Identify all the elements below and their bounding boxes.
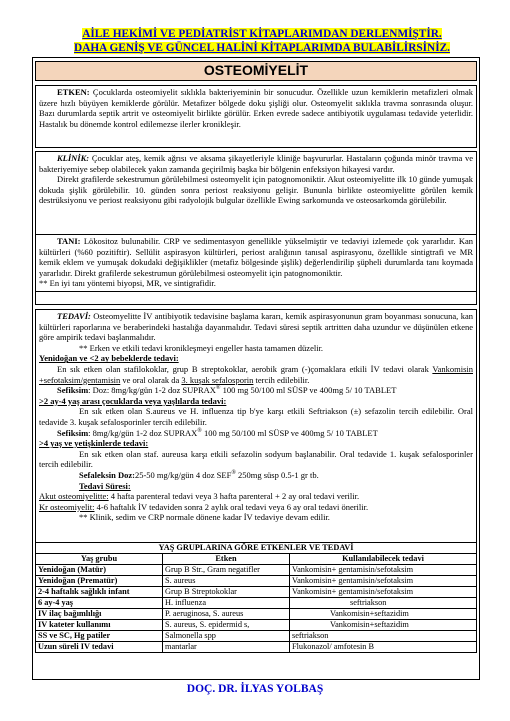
tedavi-newborn-text-2: ve oral olarak da [120, 374, 182, 385]
tedavi-text-1: Osteomyelitte İV antibiyotik tedavisine başlama kararı, kemik aspirasyonunun gram boyanması sonucuna, kan kültürleri raporlarına ve beraberindeki hastalığa dayanmalıdır. Tedavi süresi septik artritten daha uzundur ve düşünülen etkene göre ampirik tedavi başlanmalıdır. [39, 311, 473, 343]
page-title: OSTEOMİYELİT [35, 61, 477, 81]
table-cell: Flukonazol/ amfotesin B [290, 642, 477, 653]
sefiksim-label-1: Sefiksim [57, 385, 89, 396]
banner-line-1: AİLE HEKİMİ VE PEDİATRİST KİTAPLARIMDAN DERLENMİŞTİR. [82, 28, 442, 40]
table-cell: Uzun süreli IV tedavi [36, 642, 163, 653]
sefiksim-form-1: 100 mg 50/100 ml SÜSP ve 400mg 5/ 10 TABLET [220, 385, 397, 396]
registered-mark: ® [215, 385, 221, 392]
table-row [36, 565, 477, 576]
registered-mark: ® [231, 470, 236, 477]
table-cell: Vankomisin+ gentamisin/sefotaksim [290, 587, 477, 598]
table-cell: SS ve SC, Hg patiler [36, 631, 163, 642]
table-cell: mantarlar [163, 642, 290, 653]
table-cell: seftriakson [290, 598, 477, 609]
table-cell: Yenidoğan (Matür) [36, 565, 163, 576]
table-row [36, 598, 477, 609]
table-caption: YAŞ GRUPLARINA GÖRE ETKENLER VE TEDAVİ [36, 543, 477, 554]
table-row [36, 642, 477, 653]
tedavi-note-2: ** Klinik, sedim ve CRP normale dönene kadar İV tedaviye devam edilir. [79, 512, 330, 523]
section-etken [35, 85, 477, 148]
tedavi-adult-text: En sık etken olan staf. aureusa karşı etkili sefazolin sodyum başlanabilir. Oral tedavide 1. kuşak sefalosporinler tercih edilebilir. [39, 448, 473, 470]
table-header: Kullanılabilecek tedavi [290, 554, 477, 565]
table-row [36, 587, 477, 598]
tedavi-note-1: ** Erken ve etkili tedavi kronikleşmeyi engeller hasta tamamen düzelir. [79, 342, 324, 353]
table-cell: 2-4 haftalık sağlıklı infant [36, 587, 163, 598]
acute-label: Akut osteomiyelitte: [39, 491, 109, 502]
banner-line-2: DAHA GENİŞ VE GÜNCEL HALİNİ KİTAPLARIMDA BULABİLİRSİNİZ. [74, 42, 450, 54]
header-banner [50, 27, 474, 55]
acute-text: 4 hafta parenteral tedavi veya 3 hafta parenteral + 2 ay oral tedavi verilir. [108, 491, 360, 502]
table-cell: Grup B Streptokoklar [163, 587, 290, 598]
content-frame [32, 57, 480, 680]
table-cell: S. aureus, S. epidermid s, [163, 620, 290, 631]
table-cell: Grup B Str., Gram negatifler [163, 565, 290, 576]
etken-label: ETKEN: [57, 87, 90, 97]
table-cell: P. aeruginosa, S. aureus [163, 609, 290, 620]
registered-mark: ® [197, 427, 202, 434]
tedavi-2m-4y-text: En sık etken olan S.aureus ve H. influenza tip b'ye karşı etkili Seftriakson (±) sefazolin tercih edilebilir. Oral tedavide 3. kuşak sefalosporinler tercih edilebilir. [39, 406, 473, 427]
table-row [36, 576, 477, 587]
table-cell: Yenidoğan (Prematür) [36, 576, 163, 587]
klinik-text-1: Çocuklar ateş, kemik ağrısı ve aksama şikayetleriyle kliniğe başvururlar. Hastaların çoğunda minör travma ve bakteriyemiye sebep olabilecek yakın zamanda geçirilmiş başka bir bölgenin enfeksiyon hikayesi vardır. [39, 153, 473, 174]
chronic-label: Kr osteomiyelit: [39, 501, 95, 512]
sefiksim-label-2: Sefiksim [57, 427, 89, 438]
sefiksim-form-2: 100 mg 50/100 ml SÜSP ve 400mg 5/ 10 TABLET [201, 427, 378, 438]
table-row [36, 631, 477, 642]
tedavi-heading-newborn: Yenidoğan ve <2 ay bebeklerde tedavi: [39, 353, 179, 364]
table-header: Yaş grubu [36, 554, 163, 565]
table-cell: Vankomisin+ gentamisin/sefotaksim [290, 576, 477, 587]
sefiksim-dose-2: : 8mg/kg/gün 1-2 doz SUPRAX [88, 427, 198, 438]
tedavi-newborn-text-3: tercih edilebilir. [253, 374, 310, 385]
tedavi-newborn-drug: Vankomisin +sefotaksim/gentamisin [39, 363, 473, 385]
table-cell: Vankomisin+ gentamisin/sefotaksim [290, 565, 477, 576]
table-cell: seftriakson [290, 631, 477, 642]
chronic-text: 4-6 haftalık İV tedaviden sonra 2 aylık oral tedavi veya 6 ay oral tedavi önerilir. [94, 501, 369, 512]
klinik-text-2: Direkt grafilerde sekestrumun görülebilmesi osteomyelit için patognomoniktir. Akut osteomiyelitte ilk 10 günde yumuşak dokuda şişlik görülebilir. 10. günden sonra periost reaksiyonu gelişir. Bununla birlikte osteomiyelitte görülen kemik destrüksiyonu ve periost reaksiyonu gibi radyolojik bulgular özellikle Ewing sarkomunda ve osteosarkomda görülebilir. [39, 174, 473, 206]
table-cell: H. influenza [163, 598, 290, 609]
age-group-table [35, 542, 477, 653]
tedavi-heading-adult: >4 yaş ve yetişkinlerde tedavi: [39, 438, 149, 449]
sefaleksin-form: 250mg süsp 0.5-1 gr tb. [235, 469, 319, 480]
sefaleksin-label: Sefaleksin Doz: [79, 469, 135, 480]
table-cell: 6 ay-4 yaş [36, 598, 163, 609]
sefaleksin-dose: 25-50 mg/kg/gün 4 doz SEF [134, 469, 232, 480]
tedavi-label: TEDAVİ: [57, 311, 91, 321]
table-cell: Salmonella spp [163, 631, 290, 642]
table-header: Etken [163, 554, 290, 565]
table-row [36, 609, 477, 620]
table-header-row [36, 554, 477, 565]
klinik-label: KLİNİK: [57, 153, 90, 163]
table-cell: Vankomisin+seftazidim [290, 620, 477, 631]
author-footer: DOÇ. DR. İLYAS YOLBAŞ [186, 683, 324, 695]
table-row [36, 620, 477, 631]
tedavi-newborn-text: En sık etken olan stafilokoklar, grup B streptokoklar, aerobik gram (-)çomaklara etkili İV tedavi olarak [57, 363, 433, 374]
tani-text-1: Lökositoz bulunabilir. CRP ve sedimentasyon genellikle yükselmiştir ve tedaviyi izlemede çok yararlıdır. Kan kültürleri (%60 pozitiftir). Sellülit aspirasyon kültürleri, periost aralığının tanısal aspirasyonu, özellikle sintigtrafi ve MR kemik eklem ve yumuşak dokudaki değişiklikler (metafiz bölgesinde şişlik) değerlendirilip şüpheli durumlarda tanı koymada yararlıdır. Direkt grafilerde sekestrumun görülebilmesi osteomyelit için patognomoniktir. [39, 236, 473, 278]
tani-label: TANI: [57, 236, 81, 246]
table-cell: IV kateter kullanımı [36, 620, 163, 631]
section-tani [35, 234, 477, 305]
tani-text-2: ** En iyi tanı yöntemi biyopsi, MR, ve sintigrafidir. [39, 278, 216, 289]
section-tedavi [35, 309, 477, 542]
tedavi-newborn-oral: 3. kuşak sefalosporin [181, 374, 254, 385]
table-cell: IV ilaç bağımlılığı [36, 609, 163, 620]
table-cell: Vankomisin+seftazidim [290, 609, 477, 620]
table-cell: S. aureus [163, 576, 290, 587]
tedavi-duration-heading: Tedavi Süresi: [79, 480, 131, 491]
etken-text: Çocuklarda osteomiyelit sıklıkla bakteriyeminin bir sonucudur. Özellikle uzun kemiklerin metafizleri olmak üzere hızlı büyüyen kemiklerde görülür. Metafizer bölgede doku şişliği olur. Osteomyelit sıklıkla travma sonrasında oluşur. Bazı durumlarda septik artrit ve osteomiyelit birlikte görülür. Erken evrede sadece antibiyotik uygulaması tedavide yeterlidir. Hastalık bu dönemde kontrol edilemezse ilerler kronikleşir. [39, 87, 473, 129]
sefiksim-dose-1: : Doz: 8mg/kg/gün 1-2 doz SUPRAX [88, 385, 216, 396]
tedavi-heading-2m-4y: >2 ay-4 yaş arası çocuklarda veya yaşlılarda tedavi: [39, 395, 227, 406]
